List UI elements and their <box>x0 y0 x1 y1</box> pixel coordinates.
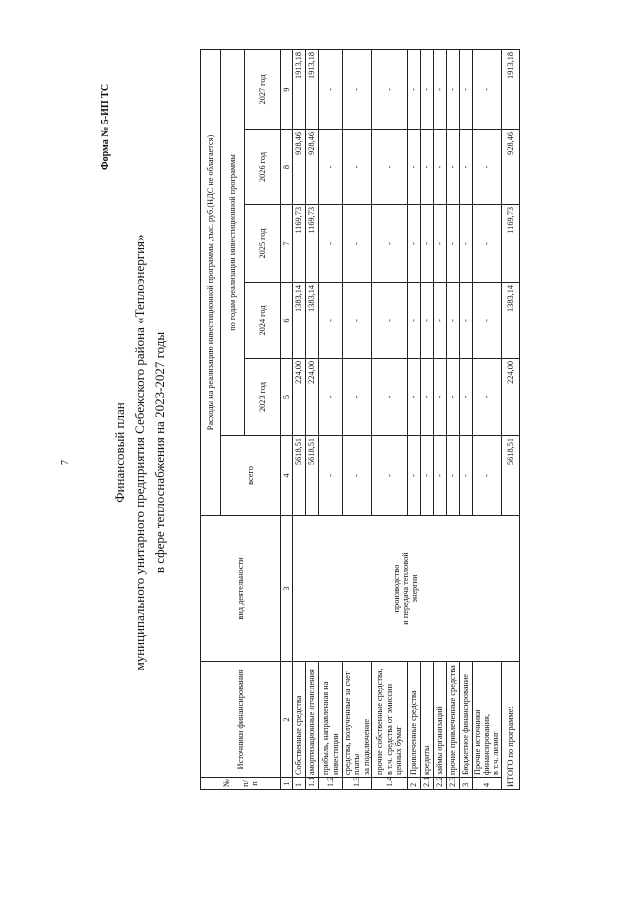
row-source-name <box>472 662 501 778</box>
value-y2025: - <box>420 205 433 283</box>
row-source-name <box>371 662 407 778</box>
value-y2027: - <box>433 49 446 129</box>
header-by-years: по годам реализации инвестиционной программы <box>221 49 245 435</box>
value-total: 5618,51 <box>293 436 306 516</box>
value-y2027: - <box>407 49 420 129</box>
header-year-2026: 2026 год <box>245 130 281 205</box>
row-source-name <box>343 662 372 778</box>
activity-line-3: энергии <box>410 574 420 603</box>
column-numbers-row <box>281 49 293 789</box>
value-y2027: - <box>472 49 501 129</box>
col-num-9: 9 <box>281 49 293 129</box>
value-y2026: - <box>472 130 501 205</box>
header-expenses: Расходы на реализацию инвестиционной программы ,тыс. руб.(НДС не облагается) <box>201 49 221 515</box>
value-y2025: - <box>433 205 446 283</box>
value-y2024: 1383,14 <box>306 283 319 359</box>
table-row <box>420 49 433 789</box>
header-no <box>201 778 281 790</box>
header-total: всего <box>221 436 281 516</box>
page-number: 7 <box>60 460 71 465</box>
table-row <box>343 49 372 789</box>
row-number: 2 <box>407 778 420 790</box>
activity-line-1: производство <box>391 564 401 613</box>
row-number: 1.4 <box>371 778 407 790</box>
value-y2026: - <box>420 130 433 205</box>
header-source: Источники финансирования <box>201 662 281 778</box>
table-row <box>472 49 501 789</box>
value-y2026: - <box>446 130 459 205</box>
row-number: 1.2 <box>319 778 343 790</box>
header-row-1 <box>201 49 221 789</box>
row-source-name-line1: прибыль, направленная на <box>321 681 331 775</box>
value-y2023: - <box>371 359 407 436</box>
value-y2026: - <box>371 130 407 205</box>
table-row <box>306 49 319 789</box>
row-source-name-line2: за подключение <box>361 718 371 775</box>
value-y2024: - <box>433 283 446 359</box>
col-num-6: 6 <box>281 283 293 359</box>
value-y2027: - <box>420 49 433 129</box>
row-source-name-line1: Прочие источники финансирования, <box>472 709 492 775</box>
table-row <box>446 49 459 789</box>
row-number: 2.2 <box>433 778 446 790</box>
value-y2023: - <box>420 359 433 436</box>
total-value-y2023: 224,00 <box>501 359 519 436</box>
value-total: - <box>446 436 459 516</box>
col-num-3: 3 <box>281 516 293 662</box>
value-y2023: - <box>343 359 372 436</box>
value-y2025: - <box>446 205 459 283</box>
value-y2024: - <box>459 283 472 359</box>
value-y2026: 928,46 <box>293 130 306 205</box>
value-y2023: - <box>446 359 459 436</box>
no-pp: п/п <box>240 780 259 787</box>
value-total: - <box>371 436 407 516</box>
value-y2027: - <box>446 49 459 129</box>
row-source-name-line1: прочие собственные средства, <box>375 668 385 775</box>
table-row <box>459 49 472 789</box>
title-line-2: муниципального унитарного предприятия Себежского района «Теплоэнергия» <box>132 234 147 671</box>
col-num-8: 8 <box>281 130 293 205</box>
form-label: Форма № 5-ИП ТС <box>100 83 111 170</box>
row-source-name-line2: в т.ч. лизинг <box>491 731 501 775</box>
value-total: - <box>420 436 433 516</box>
title-line-3: в сфере теплоснабжения на 2023-2027 годы <box>152 331 167 574</box>
col-num-5: 5 <box>281 359 293 436</box>
value-y2023: - <box>472 359 501 436</box>
financial-plan-table <box>200 49 520 790</box>
header-year-2027: 2027 год <box>245 49 281 129</box>
value-y2026: - <box>459 130 472 205</box>
value-y2024: - <box>407 283 420 359</box>
value-total: 5618,51 <box>306 436 319 516</box>
value-y2025: 1169,73 <box>306 205 319 283</box>
value-total: - <box>472 436 501 516</box>
row-source-name: займы организаций <box>433 662 446 778</box>
row-source-name: кредиты <box>420 662 433 778</box>
value-y2027: 1913,18 <box>306 49 319 129</box>
row-source-name: Привлеченные средства <box>407 662 420 778</box>
value-y2025: - <box>407 205 420 283</box>
table-row <box>319 49 343 789</box>
row-number: 3 <box>459 778 472 790</box>
value-y2024: - <box>371 283 407 359</box>
value-y2026: - <box>407 130 420 205</box>
value-y2025: - <box>319 205 343 283</box>
row-source-name-line2: в т.ч. средства от эмиссии ценных бумаг <box>384 683 403 775</box>
row-number: 1 <box>293 778 306 790</box>
value-y2025: - <box>459 205 472 283</box>
row-source-name: Бюджетное финансирование <box>459 662 472 778</box>
col-num-7: 7 <box>281 205 293 283</box>
value-y2024: - <box>446 283 459 359</box>
value-total: - <box>433 436 446 516</box>
value-y2025: - <box>371 205 407 283</box>
activity-cell <box>293 516 520 662</box>
total-value-y2027: 1913,18 <box>501 49 519 129</box>
value-y2026: - <box>319 130 343 205</box>
table-row <box>293 49 306 789</box>
value-y2023: - <box>407 359 420 436</box>
table-body <box>201 49 520 789</box>
value-total: - <box>407 436 420 516</box>
value-y2024: - <box>420 283 433 359</box>
row-number: 2.1 <box>420 778 433 790</box>
value-y2024: 1383,14 <box>293 283 306 359</box>
value-y2023: - <box>433 359 446 436</box>
table-row <box>371 49 407 789</box>
value-y2027: - <box>343 49 372 129</box>
value-y2025: - <box>343 205 372 283</box>
row-source-name: амортизационные отчисления <box>306 662 319 778</box>
header-year-2024: 2024 год <box>245 283 281 359</box>
value-total: - <box>343 436 372 516</box>
row-source-name: прочие привлеченные средства <box>446 662 459 778</box>
total-row <box>501 49 519 789</box>
value-y2023: - <box>459 359 472 436</box>
col-num-2: 2 <box>281 662 293 778</box>
header-activity: вид деятельности <box>201 516 281 662</box>
header-year-2025: 2025 год <box>245 205 281 283</box>
row-number: 1.3 <box>343 778 372 790</box>
title-line-1: Финансовый план <box>112 402 127 503</box>
row-number: 1.1 <box>306 778 319 790</box>
value-y2026: - <box>343 130 372 205</box>
row-number: 2.3 <box>446 778 459 790</box>
total-value-y2025: 1169,73 <box>501 205 519 283</box>
value-total: - <box>319 436 343 516</box>
row-source-name <box>319 662 343 778</box>
value-y2023: 224,00 <box>306 359 319 436</box>
value-y2024: - <box>319 283 343 359</box>
value-y2027: - <box>319 49 343 129</box>
row-source-name: Собственные средства <box>293 662 306 778</box>
value-y2024: - <box>472 283 501 359</box>
value-total: - <box>459 436 472 516</box>
total-value-y2026: 928,46 <box>501 130 519 205</box>
value-y2027: - <box>371 49 407 129</box>
value-y2027: - <box>459 49 472 129</box>
value-y2026: - <box>433 130 446 205</box>
row-source-name-line1: средства, полученные за счет платы <box>343 671 362 775</box>
total-value-y2024: 1383,14 <box>501 283 519 359</box>
no-sign: № <box>221 779 231 787</box>
total-value-total: 5618,51 <box>501 436 519 516</box>
value-y2023: 224,00 <box>293 359 306 436</box>
table-row <box>407 49 420 789</box>
col-num-1: 1 <box>281 778 293 790</box>
header-year-2023: 2023 год <box>245 359 281 436</box>
value-y2025: - <box>472 205 501 283</box>
value-y2024: - <box>343 283 372 359</box>
value-y2026: 928,46 <box>306 130 319 205</box>
total-label: ИТОГО по программе: <box>501 662 519 790</box>
value-y2025: 1169,73 <box>293 205 306 283</box>
activity-line-2: и передача тепловой <box>401 552 411 625</box>
table-row <box>433 49 446 789</box>
row-number: 4 <box>472 778 501 790</box>
value-y2027: 1913,18 <box>293 49 306 129</box>
value-y2023: - <box>319 359 343 436</box>
col-num-4: 4 <box>281 436 293 516</box>
row-source-name-line2: инвестиции <box>330 733 340 775</box>
